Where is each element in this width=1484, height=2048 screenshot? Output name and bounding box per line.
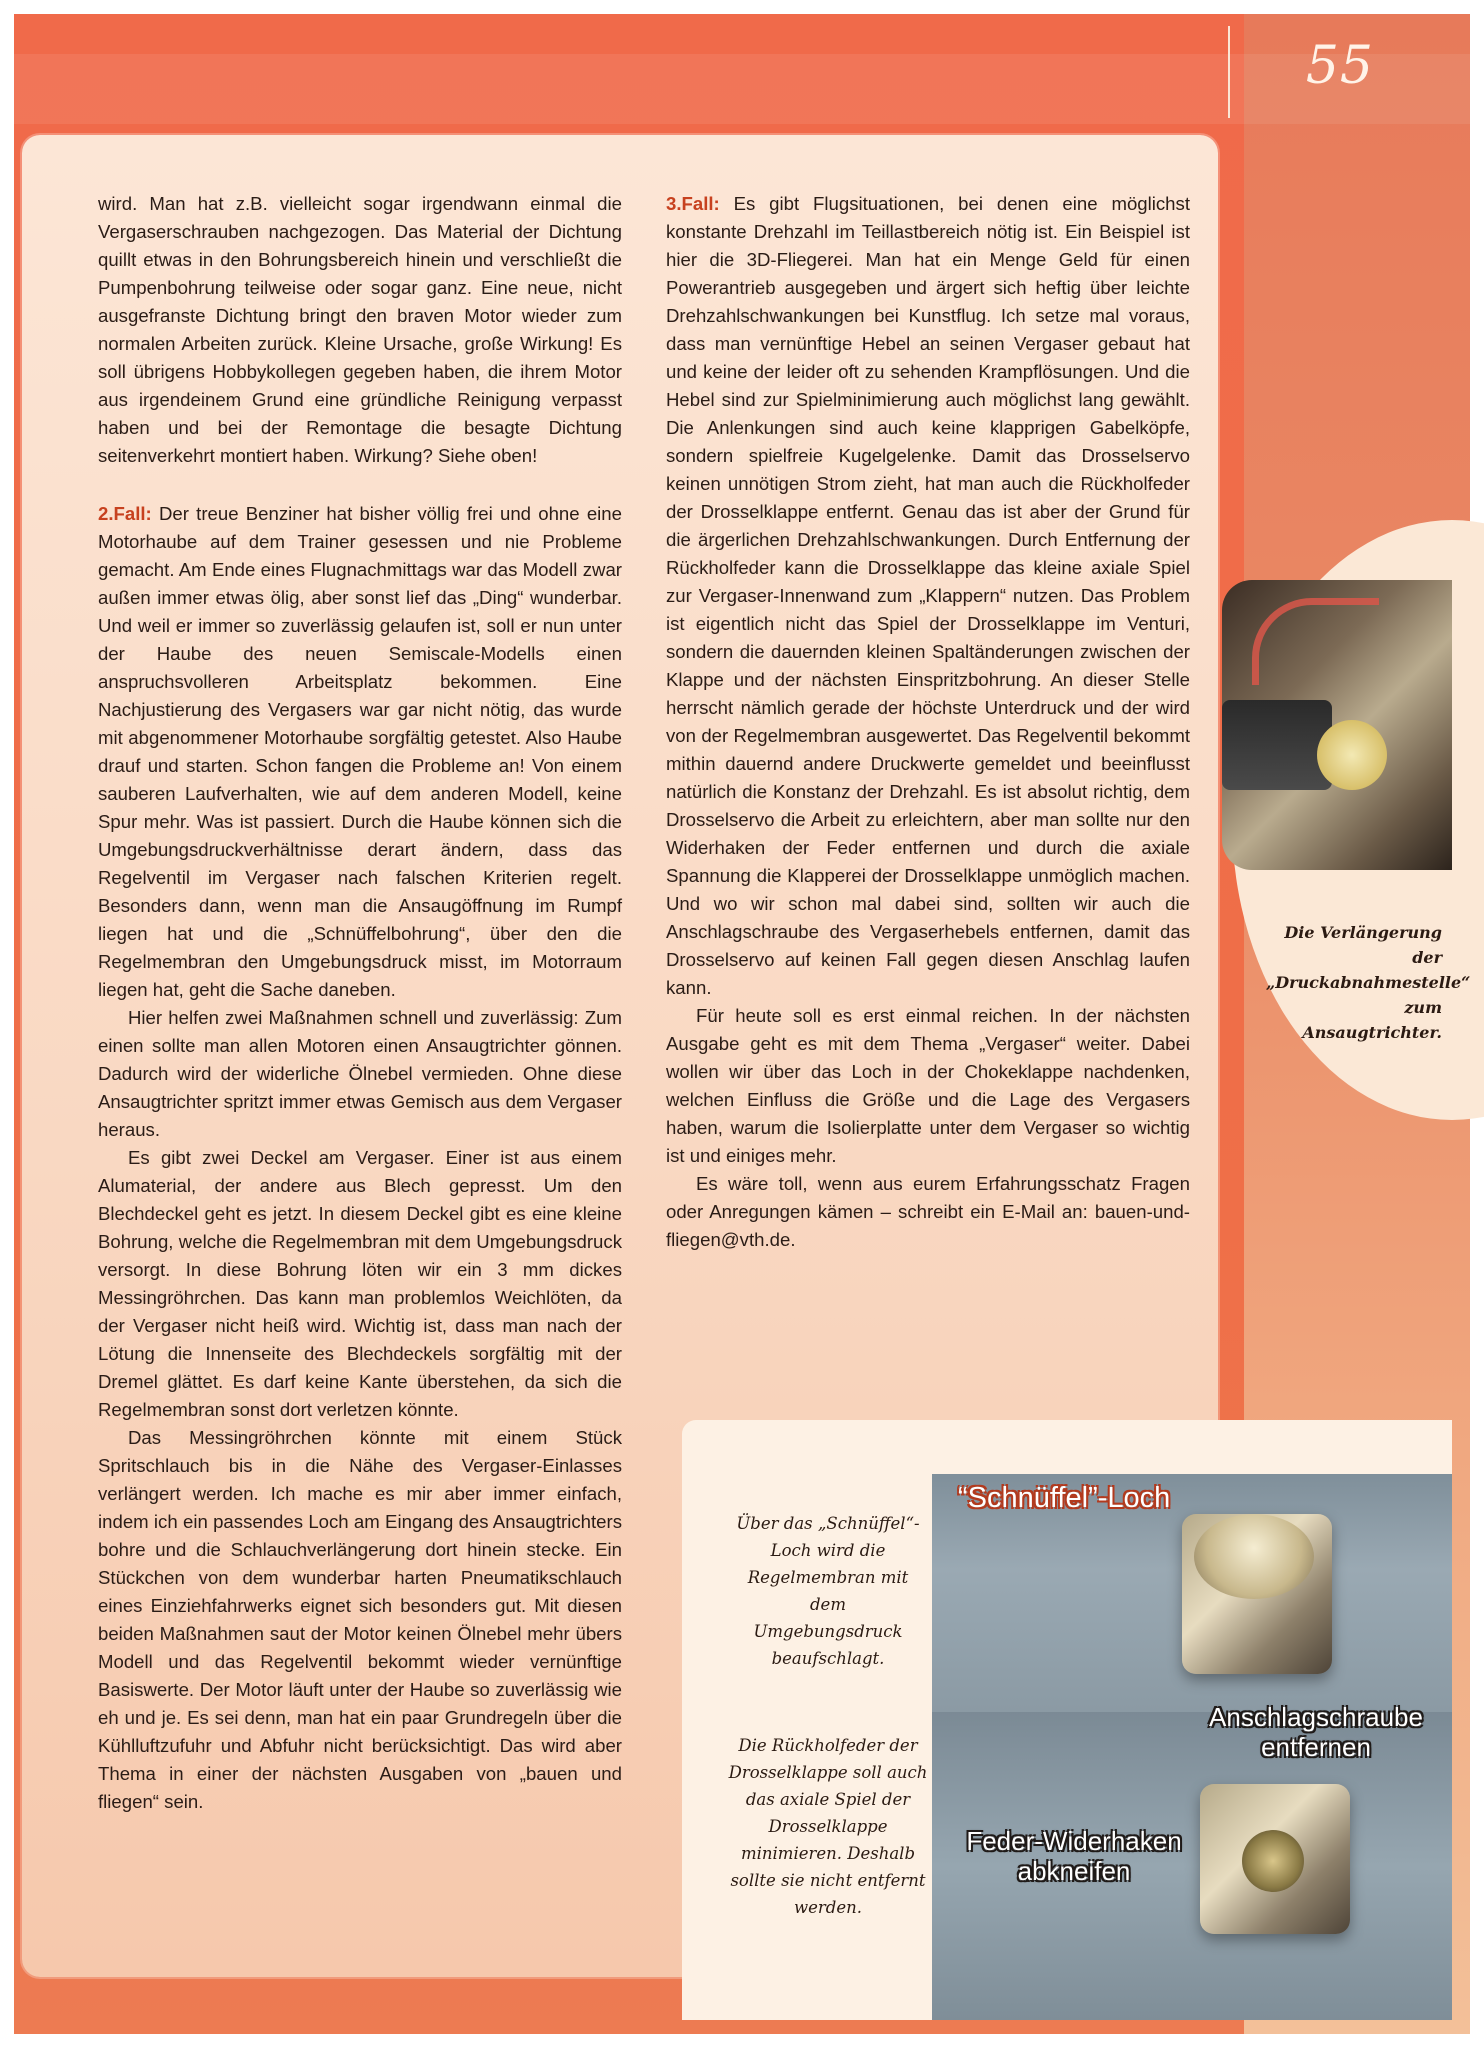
paragraph-case-3 (666, 190, 1190, 1002)
throttle-lever-shape (1317, 720, 1387, 790)
header-band (14, 54, 1470, 124)
paragraph-case-2 (98, 500, 622, 1004)
caption-schnueffel-loch: Über das „Schnüffel“-Loch wird die Regelmembran mit dem Umgebungsdruck beaufschlagt. (736, 1514, 920, 1668)
article-right-column (666, 190, 1190, 1254)
page-number-divider (1228, 26, 1230, 118)
caption-druckabnahmestelle: Die Verlängerung der „Druckabnahmestelle“ zum Ansaugtrichter. (1266, 923, 1471, 1042)
label-anschlagschraube-line1: Anschlagschraube (1209, 1702, 1423, 1732)
label-feder-line2: abkneifen (1017, 1856, 1131, 1886)
carburetor-venturi-shape (1242, 1830, 1304, 1892)
intake-tube-shape (1222, 700, 1332, 790)
label-anschlagschraube (1176, 1702, 1456, 1762)
paragraph-measures: Hier helfen zwei Maßnahmen schnell und zuverlässig: Zum einen sollte man allen Motoren einen Ansaugtrichter gönnen. Dadurch wird der widerliche Ölnebel vermieden. Ohne diese Ansaugtrichter spritzt immer etwas Gemisch aus dem Vergaser heraus. (98, 1007, 622, 1140)
case-2-label: 2.Fall: (98, 503, 152, 524)
case-2-text: Der treue Benziner hat bisher völlig frei und ohne eine Motorhaube auf dem Trainer gesessen und nie Probleme gemacht. Am Ende eines Flugnachmittags war das Modell zwar außen immer etwas ölig, aber sonst lief das „Ding“ wunderbar. Und weil er immer so zuverlässig gelaufen ist, soll er nun unter der Haube des neuen Semiscale-Modells einen anspruchsvolleren Arbeitsplatz bekommen. Eine Nachjustierung des Vergasers war gar nicht nötig, das wurde mit abgenommener Motorhaube sorgfältig getestet. Also Haube drauf und starten. Schon fangen die Probleme an! Von einem sauberen Laufverhalten, wie auf dem anderen Modell, keine Spur mehr. Was ist passiert. Durch die Haube können sich die Umgebungsdruckverhältnisse derart ändern, dass das Regelventil im Vergaser nach falschen Kriterien regelt. Besonders dann, wenn man die Ansaugöffnung im Rumpf liegen hat und die „Schnüffelbohrung“, über den die Regelmembran den Umgebungsdruck misst, im Motorraum liegen hat, geht die Sache daneben. (98, 503, 622, 1000)
caption-rueckholfeder: Die Rückholfeder der Drosselklappe soll auch das axiale Spiel der Drosselklappe minimieren. Deshalb sollte sie nicht entfernt werden. (728, 1736, 928, 1917)
paragraph-contact: Es wäre toll, wenn aus eurem Erfahrungsschatz Fragen oder Anregungen kämen – schreibt ein E-Mail an: bauen-und-fliegen@vth.de. (666, 1173, 1190, 1250)
hose-shape (1252, 598, 1379, 685)
paragraph-messingroehrchen: Das Messingröhrchen könnte mit einem Stück Spritschlauch bis in die Nähe des Vergaser-Einlasses verlängert werden. Ich mache es mir aber immer einfach, indem ich ein passendes Loch am Eingang des Ansaugtrichters bohre und die Schlauchverlängerung dort hinein stecke. Ein Stückchen von dem wunderbar harten Pneumatikschlauch eines Einziehfahrwerks eignet sich besonders gut. Mit diesen beiden Maßnahmen saut der Motor keinen Ölnebel mehr übers Modell und das Regelventil bekommt wieder vernünftige Basiswerte. Der Motor läuft unter der Haube so zuverlässig wie eh und je. Es sei denn, man hat ein paar Grundregeln über die Kühlluftzufuhr und Abfuhr nicht berücksichtigt. Das wird aber Thema in einer der nächsten Ausgaben von „bauen und fliegen“ sein. (98, 1427, 622, 1812)
carburetor-hose-photo (1222, 580, 1452, 870)
case-3-text: Es gibt Flugsituationen, bei denen eine möglichst konstante Drehzahl im Teillastbereich nötig ist. Ein Beispiel ist hier die 3D-Fliegerei. Man hat ein Menge Geld für einen Powerantrieb ausgegeben und ärgert sich heftig über leichte Drehzahlschwankungen bei Kunstflug. Ich setze mal voraus, dass man vernünftige Hebel an seinen Vergaser gebaut hat und keine der leider oft zu sehenden Krampflösungen. Und die Hebel sind zur Spielminimierung auch möglichst lang gewählt. Die Anlenkungen sind auch keine klapprigen Gabelköpfe, sondern spielfreie Kugelgelenke. Damit das Drosselservo keinen unnötigen Strom zieht, hat man auch die Rückholfeder der Drosselklappe entfernt. Genau das ist aber der Grund für die ärgerlichen Drehzahlschwankungen. Durch Entfernung der Rückholfeder kann die Drosselklappe das kleine axiale Spiel zur Vergaser-Innenwand zum „Klappern“ nutzen. Das Problem ist eigentlich nicht das Spiel der Drosselklappe im Venturi, sondern die dauernden kleinen Spaltänderungen zwischen der Klappe und der nächsten Einspritzbohrung. An dieser Stelle herrscht nämlich gerade der höchste Unterdruck und der wird von der Regelmembran ausgewertet. Das Regelventil bekommt mithin dauernd andere Druckwerte gemeldet und beeinflusst natürlich die Konstanz der Drehzahl. Es ist absolut richtig, dem Drosselservo die Arbeit zu erleichtern, aber man sollte nur den Widerhaken der Feder entfernen und durch die axiale Spannung die Klapperei der Drosselklappe unmöglich machen. Und wo wir schon mal dabei sind, sollten wir auch die Anschlagschraube des Vergaserhebels entfernen, damit das Drosselservo auf keinen Fall gegen diesen Anschlag laufen kann. (666, 193, 1190, 998)
paragraph-next-issue: Für heute soll es erst einmal reichen. In der nächsten Ausgabe geht es mit dem Thema „Vergaser“ weiter. Dabei wollen wir über das Loch in der Chokeklappe nachdenken, welchen Einfluss die Größe und die Lage des Vergasers haben, warum die Isolierplatte unter dem Vergaser so wichtig ist und einiges mehr. (666, 1005, 1190, 1166)
carburetor-cover-shape (1194, 1514, 1314, 1599)
label-anschlagschraube-line2: entfernen (1261, 1732, 1371, 1762)
page-number: 55 (1305, 36, 1374, 96)
label-feder-widerhaken (944, 1826, 1204, 1886)
paragraph-intro: wird. Man hat z.B. vielleicht sogar irgendwann einmal die Vergaserschrauben nachgezogen. Das Material der Dichtung quillt etwas in den Bohrungsbereich hinein und verschließt die Pumpenbohrung teilweise oder sogar ganz. Eine neue, nicht ausgefranste Dichtung bringt den braven Motor wieder zum normalen Arbeiten zurück. Kleine Ursache, große Wirkung! Es soll übrigens Hobbykollegen gegeben haben, die ihrem Motor aus irgendeinem Grund eine gründliche Reinigung verpasst haben und bei der Remontage die besagte Dichtung seitenverkehrt montiert haben. Wirkung? Siehe oben! (98, 193, 622, 466)
article-left-column (98, 190, 622, 1816)
label-schnueffel-loch: “Schnüffel”-Loch (958, 1482, 1171, 1514)
label-feder-line1: Feder-Widerhaken (966, 1826, 1182, 1856)
paragraph-deckel: Es gibt zwei Deckel am Vergaser. Einer ist aus einem Alumaterial, der andere aus Blech gepresst. Um den Blechdeckel geht es jetzt. In diesem Deckel gibt es eine kleine Bohrung, welche die Regelmembran mit dem Umgebungsdruck versorgt. In diese Bohrung löten wir ein 3 mm dickes Messingröhrchen. Das kann man problemlos Weichlöten, da der Vergaser nicht heiß wird. Wichtig ist, dass man nach der Lötung die Innenseite des Blechdeckels sorgfältig mit der Dremel glättet. Es darf keine Kante überstehen, da sich die Regelmembran sonst dort verletzen könnte. (98, 1147, 622, 1420)
case-3-label: 3.Fall: (666, 193, 720, 214)
